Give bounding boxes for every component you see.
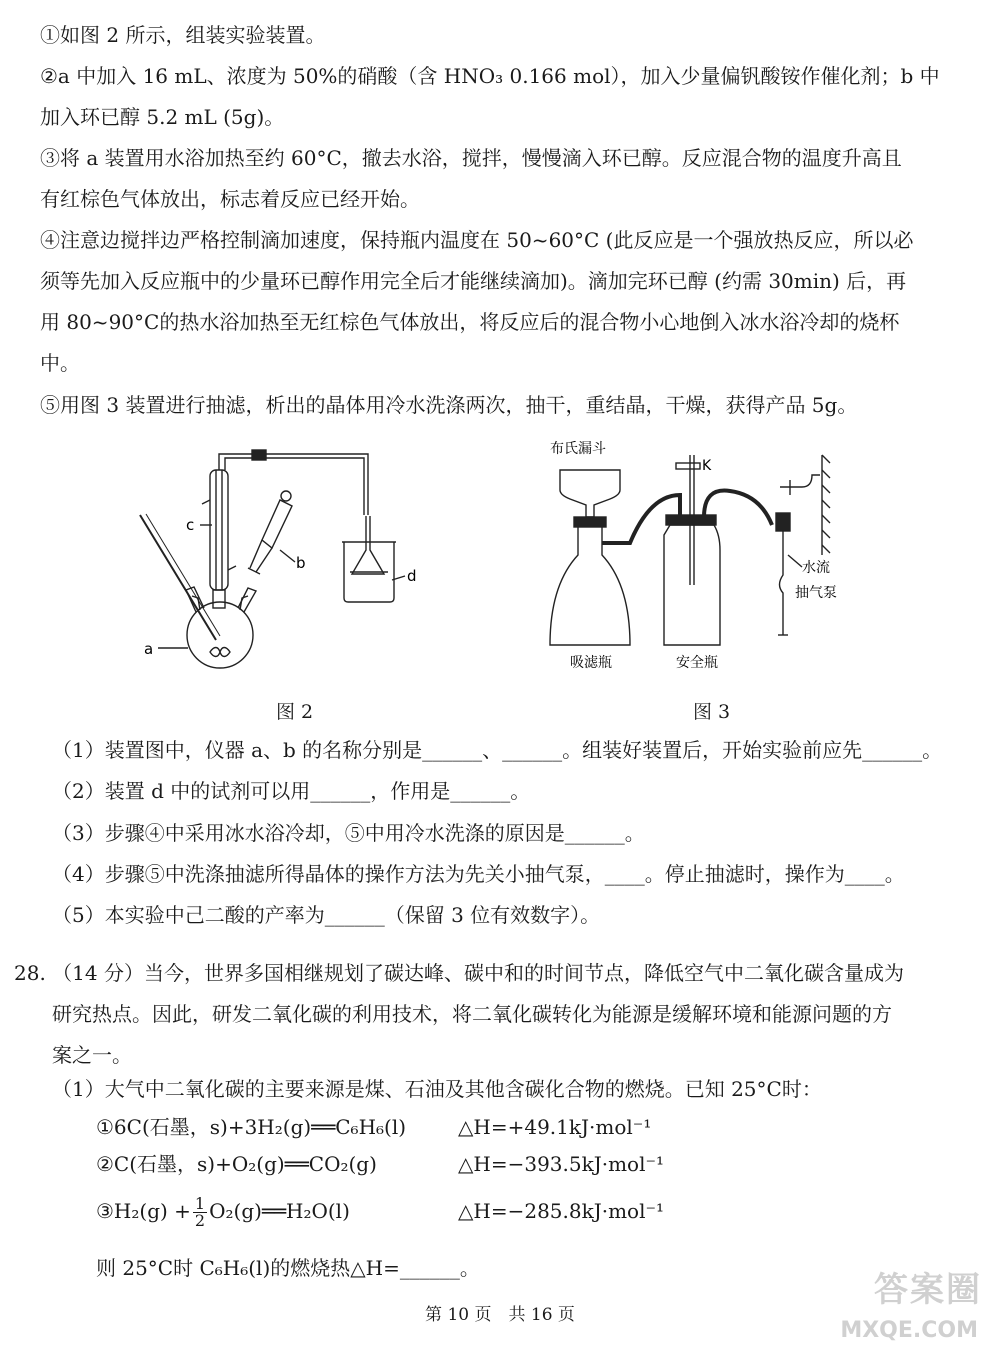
fig3-label-funnel: 布氏漏斗 bbox=[550, 441, 606, 457]
question-5: （5）本实验中己二酸的产率为______（保留 3 位有效数字）。 bbox=[52, 903, 601, 927]
step-4-line1: ④注意边搅拌边严格控制滴加速度，保持瓶内温度在 50~60°C (此反应是一个强放热反应，所以必 bbox=[40, 228, 914, 252]
step-2-line2: 加入环已醇 5.2 mL (5g)。 bbox=[40, 105, 285, 129]
step-4-line2: 须等先加入反应瓶中的少量环已醇作用完全后才能继续滴加)。滴加完环已醇 (约需 30min) 后，再 bbox=[40, 269, 907, 293]
equation-3-suffix: O₂(g)══H₂O(l) bbox=[209, 1199, 350, 1223]
watermark-logo: 答案圈 bbox=[874, 1270, 982, 1310]
step-5: ⑤用图 3 装置进行抽滤，析出的晶体用冷水洗涤两次，抽干，重结晶，干燥，获得产品 5g。 bbox=[40, 393, 858, 417]
enthalpy-3: △H=−285.8kJ·mol⁻¹ bbox=[458, 1199, 665, 1223]
fig2-label-a: a bbox=[144, 640, 154, 658]
step-4-line4: 中。 bbox=[40, 351, 80, 375]
equation-3 bbox=[96, 1196, 350, 1229]
equation-1: ①6C(石墨，s)+3H₂(g)══C₆H₆(l) bbox=[96, 1115, 407, 1139]
question-3: （3）步骤④中采用冰水浴冷却，⑤中用冷水洗涤的原因是______。 bbox=[52, 821, 645, 845]
fig2-label-d: d bbox=[407, 567, 417, 585]
fig2-label-c: c bbox=[186, 516, 195, 534]
question-2: （2）装置 d 中的试剂可以用______，作用是______。 bbox=[52, 779, 531, 803]
fig3-label-k: K bbox=[702, 458, 712, 474]
equation-2: ②C(石墨，s)+O₂(g)══CO₂(g) bbox=[96, 1152, 377, 1176]
fraction-one-half bbox=[193, 1196, 207, 1229]
question-4: （4）步骤⑤中洗涤抽滤所得晶体的操作方法为先关小抽气泵，____。停止抽滤时，操作为____。 bbox=[52, 862, 905, 886]
step-3-line2: 有红棕色气体放出，标志着反应已经开始。 bbox=[40, 187, 420, 211]
q28-intro-line2: 研究热点。因此，研发二氧化碳的利用技术，将二氧化碳转化为能源是缓解环境和能源问题的方 bbox=[52, 1002, 892, 1026]
fig3-label-pump-2: 抽气泵 bbox=[795, 585, 837, 601]
equation-3-prefix: ③H₂(g) + bbox=[96, 1199, 191, 1223]
enthalpy-1: △H=+49.1kJ·mol⁻¹ bbox=[458, 1115, 652, 1139]
fig3-label-safety: 安全瓶 bbox=[676, 655, 718, 671]
q28-intro-line3: 案之一。 bbox=[52, 1043, 132, 1067]
q28-question: 则 25°C时 C₆H₆(l)的燃烧热△H=______。 bbox=[96, 1256, 480, 1280]
fraction-denominator: 2 bbox=[194, 1211, 206, 1230]
step-2-line1: ②a 中加入 16 mL、浓度为 50%的硝酸（含 HNO₃ 0.166 mol），加入少量偏钒酸铵作催化剂；b 中 bbox=[40, 64, 940, 88]
q28-intro-line1: 28. （14 分）当今，世界多国相继规划了碳达峰、碳中和的时间节点，降低空气中二氧化碳含量成为 bbox=[14, 961, 904, 985]
step-1: ①如图 2 所示，组装实验装置。 bbox=[40, 23, 326, 47]
step-4-line3: 用 80~90°C的热水浴加热至无红棕色气体放出，将反应后的混合物小心地倒入冰水浴冷却的烧杯 bbox=[40, 310, 900, 334]
step-3-line1: ③将 a 装置用水浴加热至约 60°C，撤去水浴，搅拌，慢慢滴入环已醇。反应混合物的温度升高且 bbox=[40, 146, 902, 170]
page-footer: 第 10 页 共 16 页 bbox=[425, 1305, 575, 1325]
watermark-url: MXQE.COM bbox=[840, 1318, 978, 1343]
fig2-label-b: b bbox=[296, 554, 306, 572]
figure-2-apparatus bbox=[130, 440, 440, 680]
fig3-label-pump-1: 水流 bbox=[802, 560, 830, 576]
figure-3-caption: 图 3 bbox=[693, 701, 731, 723]
figure-2-caption: 图 2 bbox=[276, 701, 314, 723]
q28-part1: （1）大气中二氧化碳的主要来源是煤、石油及其他含碳化合物的燃烧。已知 25°C时： bbox=[52, 1077, 822, 1101]
figure-3-apparatus bbox=[540, 435, 840, 675]
fraction-numerator: 1 bbox=[194, 1194, 206, 1213]
enthalpy-2: △H=−393.5kJ·mol⁻¹ bbox=[458, 1152, 665, 1176]
question-1: （1）装置图中，仪器 a、b 的名称分别是______、______。组装好装置后，开始实验前应先______。 bbox=[52, 738, 943, 762]
fig3-label-flask: 吸滤瓶 bbox=[570, 655, 612, 671]
